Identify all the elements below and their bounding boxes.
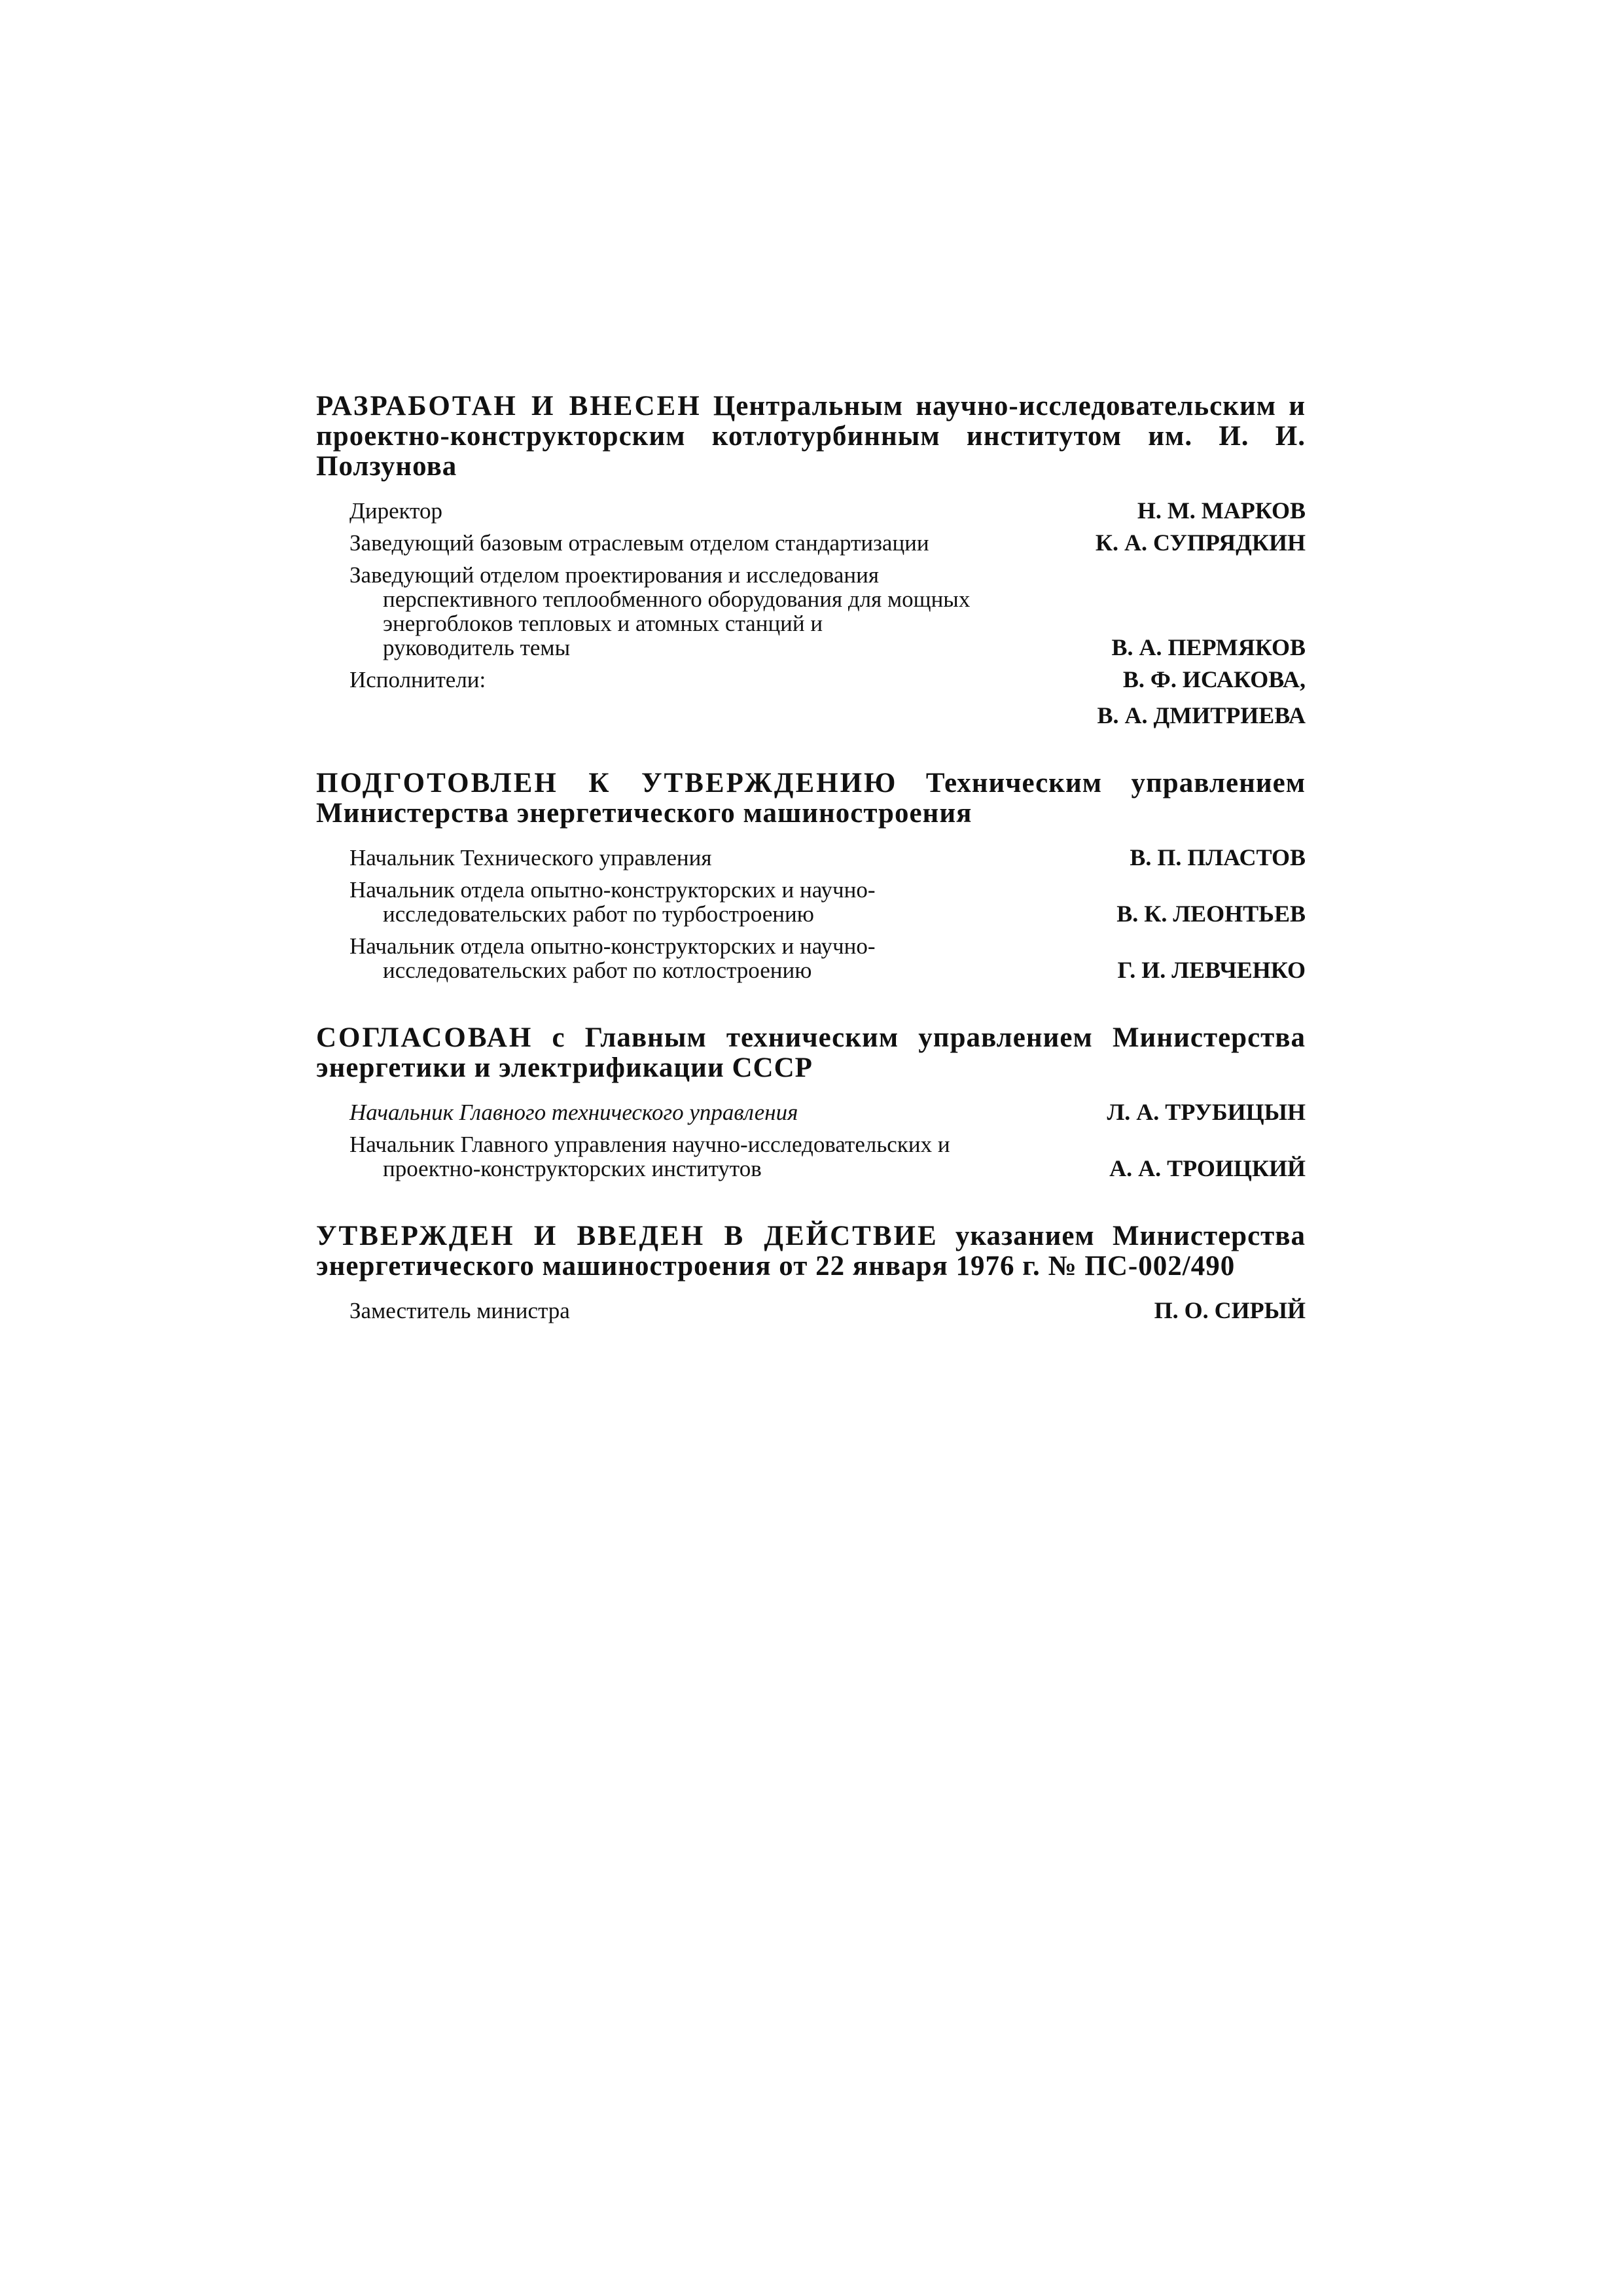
- signatory-row: [349, 1100, 1306, 1124]
- person-name: Н. М. МАРКОВ: [1137, 497, 1306, 524]
- signatory-row: [349, 499, 1306, 523]
- person-name: Г. И. ЛЕВЧЕНКО: [1117, 957, 1306, 983]
- heading-lead: УТВЕРЖДЕН И ВВЕДЕН В ДЕЙСТВИЕ: [316, 1221, 938, 1251]
- role-title: Директор: [349, 498, 443, 524]
- person-name: Л. А. ТРУБИЦЫН: [1107, 1099, 1306, 1125]
- signatory-row: [349, 1299, 1306, 1323]
- person-name: К. А. СУПРЯДКИН: [1095, 529, 1306, 556]
- role-title: Заместитель министра: [349, 1298, 570, 1323]
- document-page: [316, 391, 1306, 1363]
- person-name: В. П. ПЛАСТОВ: [1130, 844, 1306, 870]
- person-name: В. К. ЛЕОНТЬЕВ: [1116, 901, 1306, 927]
- person-name: В. А. ДМИТРИЕВА: [1097, 702, 1306, 728]
- section-heading: [316, 1221, 1306, 1282]
- signatory-row: [349, 846, 1306, 870]
- person-name: П. О. СИРЫЙ: [1154, 1297, 1306, 1323]
- person-name: В. Ф. ИСАКОВА,: [1122, 666, 1306, 692]
- signatories: [349, 1299, 1306, 1323]
- role-title: Начальник отдела опытно-конструкторских и научно- исследовательских работ по котлостроению: [349, 933, 876, 983]
- role-title: Заведующий отделом проектирования и исследования перспективного теплообменного оборудования для мощных энергоблоков тепловых и атомных станций и руководитель темы: [349, 562, 971, 660]
- person-names: [1097, 668, 1306, 728]
- heading-lead: РАЗРАБОТАН И ВНЕСЕН: [316, 391, 702, 422]
- role-title: Начальник Главного технического управления: [349, 1100, 798, 1125]
- signatory-row: [349, 668, 1306, 728]
- section-heading: [316, 1023, 1306, 1083]
- signatories: [349, 499, 1306, 728]
- signatories: [349, 1100, 1306, 1181]
- signatory-row: [349, 531, 1306, 555]
- person-name: В. А. ПЕРМЯКОВ: [1111, 634, 1306, 660]
- heading-lead: ПОДГОТОВЛЕН К УТВЕРЖДЕНИЮ: [316, 768, 898, 798]
- heading-rest: Техническим управлением Министерства энергетического машиностроения: [316, 768, 1306, 829]
- heading-rest: Центральным научно-исследовательским и проектно-конструкторским котлотурбинным институтом им. И. И. Ползунова: [316, 391, 1306, 482]
- role-title: Начальник Главного управления научно-исследовательских и проектно-конструкторских институтов: [349, 1132, 950, 1181]
- section-approved: [316, 1221, 1306, 1323]
- heading-rest: с Главным техническим управлением Министерства энергетики и электрификации СССР: [316, 1022, 1306, 1083]
- person-name: А. А. ТРОИЦКИЙ: [1109, 1155, 1306, 1181]
- section-heading: [316, 391, 1306, 482]
- role-title: Начальник отдела опытно-конструкторских и научно- исследовательских работ по турбостроению: [349, 877, 876, 927]
- section-prepared: [316, 768, 1306, 982]
- section-developed: [316, 391, 1306, 728]
- signatory-row: [349, 878, 1306, 926]
- role-title: Начальник Технического управления: [349, 845, 712, 870]
- signatory-row: [349, 934, 1306, 982]
- signatories: [349, 846, 1306, 982]
- section-agreed: [316, 1023, 1306, 1181]
- heading-rest: указанием Министерства энергетического машиностроения от 22 января 1976 г. № ПС-002/490: [316, 1221, 1306, 1282]
- signatory-row: [349, 1132, 1306, 1181]
- role-title: Исполнители:: [349, 667, 486, 692]
- section-heading: [316, 768, 1306, 829]
- heading-lead: СОГЛАСОВАН: [316, 1022, 533, 1053]
- role-title: Заведующий базовым отраслевым отделом стандартизации: [349, 530, 929, 556]
- signatory-row: [349, 563, 1306, 660]
